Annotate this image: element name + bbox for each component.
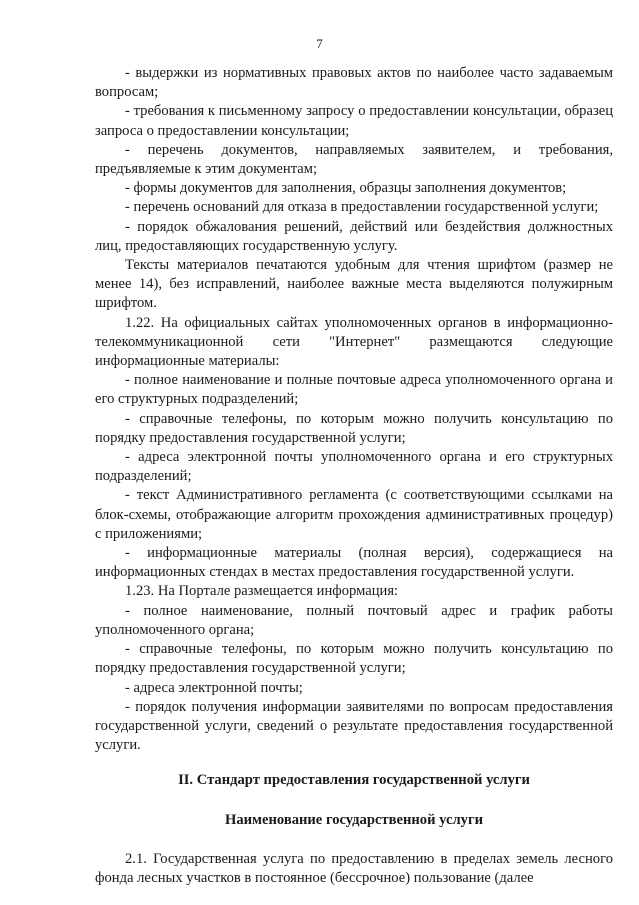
- list-item: - адреса электронной почты уполномоченного органа и его структурных подразделений;: [95, 449, 613, 485]
- clause-2-1: 2.1. Государственная услуга по предоставлению в пределах земель лесного фонда лесных участков в постоянное (бессрочное) пользование (далее: [95, 850, 613, 886]
- list-item: - порядок получения информации заявителями по вопросам предоставления государственной услуги, сведений о результате предоставления государственной услуги.: [95, 698, 613, 754]
- list-item: - адреса электронной почты;: [125, 679, 303, 696]
- page-number: 7: [316, 36, 323, 51]
- list-item: - информационные материалы (полная версия), содержащиеся на информационных стендах в местах предоставления государственной услуги.: [95, 545, 613, 581]
- list-item: - требования к письменному запросу о предоставлении консультации, образец запроса о предоставлении консультации;: [95, 103, 613, 139]
- list-item: - полное наименование, полный почтовый адрес и график работы уполномоченного органа;: [95, 602, 613, 638]
- clause-1-22: 1.22. На официальных сайтах уполномоченных органов в информационно-телекоммуникационной сети "Интернет" размещаются следующие информационные материалы:: [95, 314, 613, 370]
- list-item: - выдержки из нормативных правовых актов по наиболее часто задаваемым вопросам;: [95, 65, 613, 101]
- document-body: [95, 64, 613, 888]
- list-item: - перечень документов, направляемых заявителем, и требования, предъявляемые к этим документам;: [95, 141, 613, 178]
- list-item: - формы документов для заполнения, образцы заполнения документов;: [125, 180, 567, 197]
- list-item: - справочные телефоны, по которым можно получить консультацию по порядку предоставления государственной услуги;: [95, 410, 613, 446]
- list-item: - порядок обжалования решений, действий или бездействия должностных лиц, предоставляющих государственную услугу.: [95, 218, 613, 254]
- section-heading: II. Стандарт предоставления государственной услуги: [178, 772, 530, 789]
- subsection-heading: Наименование государственной услуги: [225, 811, 483, 828]
- list-item: - перечень оснований для отказа в предоставлении государственной услуги;: [125, 199, 599, 216]
- list-item: - справочные телефоны, по которым можно получить консультацию по порядку предоставления государственной услуги;: [95, 641, 613, 677]
- list-item: - полное наименование и полные почтовые адреса уполномоченного органа и его структурных подразделений;: [95, 372, 613, 408]
- clause-1-23: 1.23. На Портале размещается информация:: [125, 583, 399, 600]
- list-item: - текст Административного регламента (с соответствующими ссылками на блок-схемы, отображающие алгоритм прохождения административных процедур) с приложениями;: [95, 487, 613, 542]
- paragraph: Тексты материалов печатаются удобным для чтения шрифтом (размер не менее 14), без исправлений, наиболее важные места выделяются полужирным шрифтом.: [95, 257, 613, 312]
